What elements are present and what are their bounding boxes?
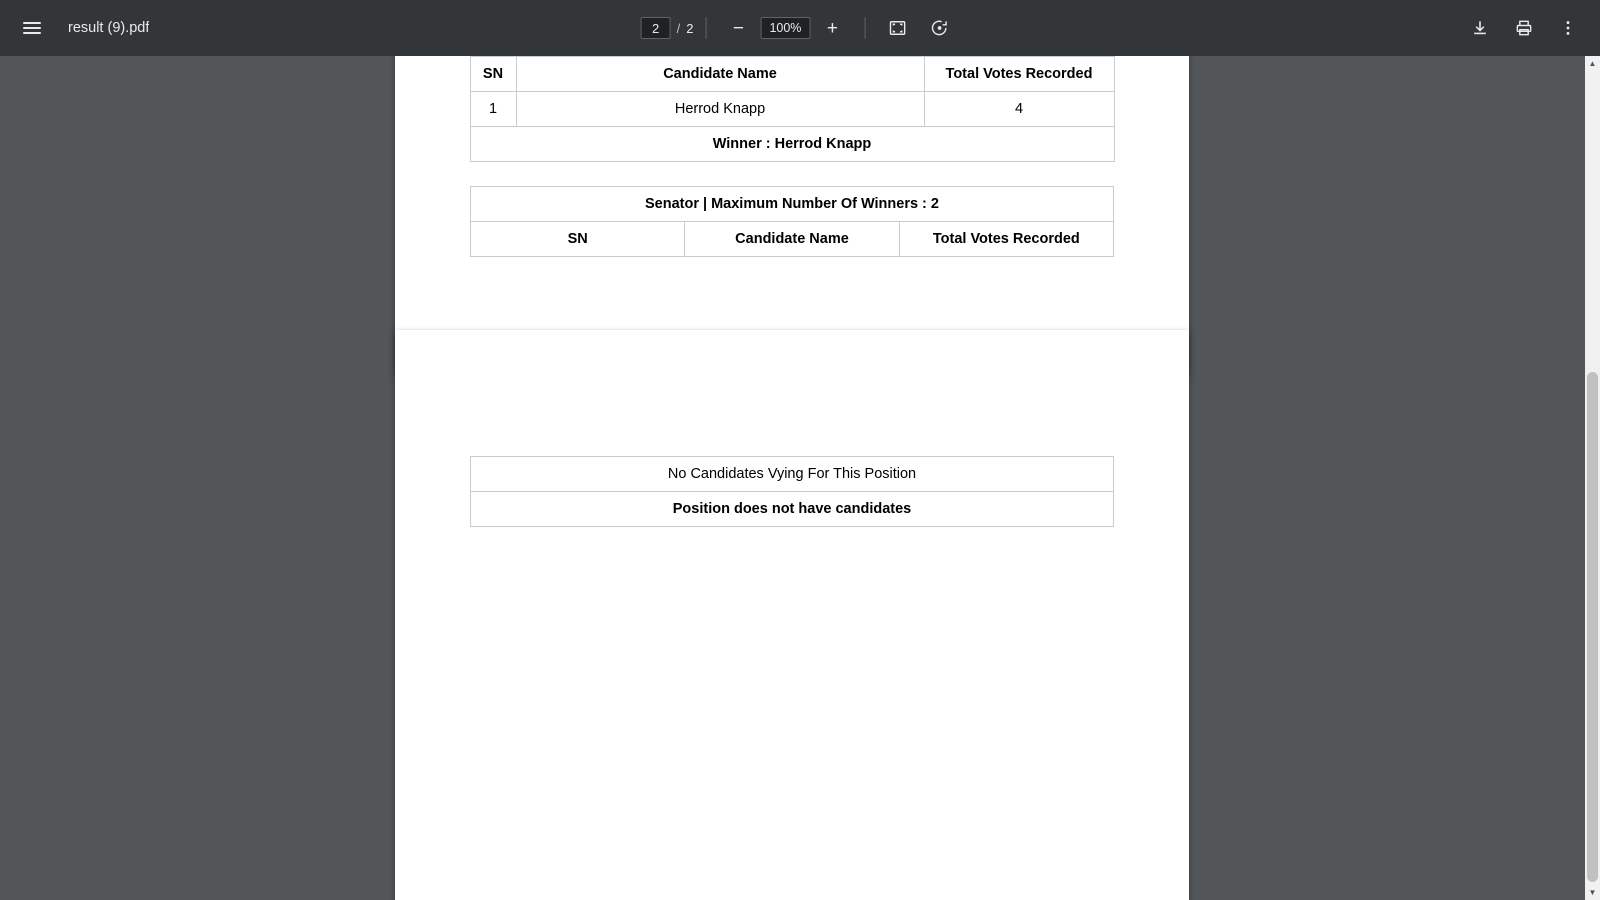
more-vertical-icon[interactable]	[1548, 8, 1588, 48]
page-number-input[interactable]	[641, 17, 671, 39]
pdf-viewer-toolbar	[0, 0, 1600, 56]
download-icon[interactable]	[1460, 8, 1500, 48]
results-table-senator	[470, 186, 1114, 257]
zoom-out-button[interactable]	[718, 8, 758, 48]
header-candidate-name: Candidate Name	[685, 222, 899, 257]
pdf-page-2	[395, 330, 1189, 900]
fit-to-page-icon[interactable]	[877, 8, 917, 48]
toolbar-center-group	[641, 0, 960, 56]
senator-table-title: Senator | Maximum Number Of Winners : 2	[471, 187, 1114, 222]
toolbar-left-group	[0, 0, 300, 56]
no-candidates-notice: No Candidates Vying For This Position	[471, 457, 1114, 492]
zoom-level-display[interactable]: 100%	[760, 17, 810, 39]
toolbar-divider-1	[705, 17, 706, 39]
table-header-row	[471, 222, 1114, 257]
header-candidate-name: Candidate Name	[516, 57, 924, 92]
table-row	[470, 92, 1114, 127]
results-table-president	[470, 56, 1115, 162]
toolbar-right-group	[1460, 8, 1600, 48]
header-sn: SN	[470, 57, 516, 92]
rotate-icon[interactable]	[919, 8, 959, 48]
cell-candidate-name: Herrod Knapp	[516, 92, 924, 127]
pdf-viewer-area[interactable]	[0, 56, 1600, 900]
page-separator: /	[676, 20, 681, 36]
document-title: result (9).pdf	[68, 20, 150, 36]
table-row	[471, 492, 1114, 527]
scroll-down-arrow-icon[interactable]: ▼	[1588, 888, 1597, 897]
table-title-row	[471, 187, 1114, 222]
hamburger-menu-icon[interactable]	[12, 8, 52, 48]
vertical-scrollbar[interactable]	[1585, 56, 1600, 900]
zoom-in-label: +	[826, 17, 838, 39]
header-sn: SN	[471, 222, 685, 257]
table-spacer	[395, 162, 1189, 186]
cell-total-votes: 4	[924, 92, 1114, 127]
no-candidates-note: Position does not have candidates	[471, 492, 1114, 527]
pdf-page-1	[395, 56, 1189, 374]
print-icon[interactable]	[1504, 8, 1544, 48]
no-candidates-table	[470, 456, 1114, 527]
table-row	[471, 457, 1114, 492]
header-total-votes: Total Votes Recorded	[899, 222, 1113, 257]
zoom-in-button[interactable]	[812, 8, 852, 48]
scroll-up-arrow-icon[interactable]: ▲	[1588, 59, 1597, 68]
toolbar-divider-2	[864, 17, 865, 39]
scrollbar-thumb[interactable]	[1587, 372, 1598, 882]
page-count: 2	[686, 20, 694, 36]
table-winner-row	[470, 127, 1114, 162]
zoom-out-label: −	[732, 17, 744, 39]
header-total-votes: Total Votes Recorded	[924, 57, 1114, 92]
page-navigation	[641, 17, 694, 39]
table-header-row	[470, 57, 1114, 92]
cell-sn: 1	[470, 92, 516, 127]
winner-label: Winner : Herrod Knapp	[470, 127, 1114, 162]
